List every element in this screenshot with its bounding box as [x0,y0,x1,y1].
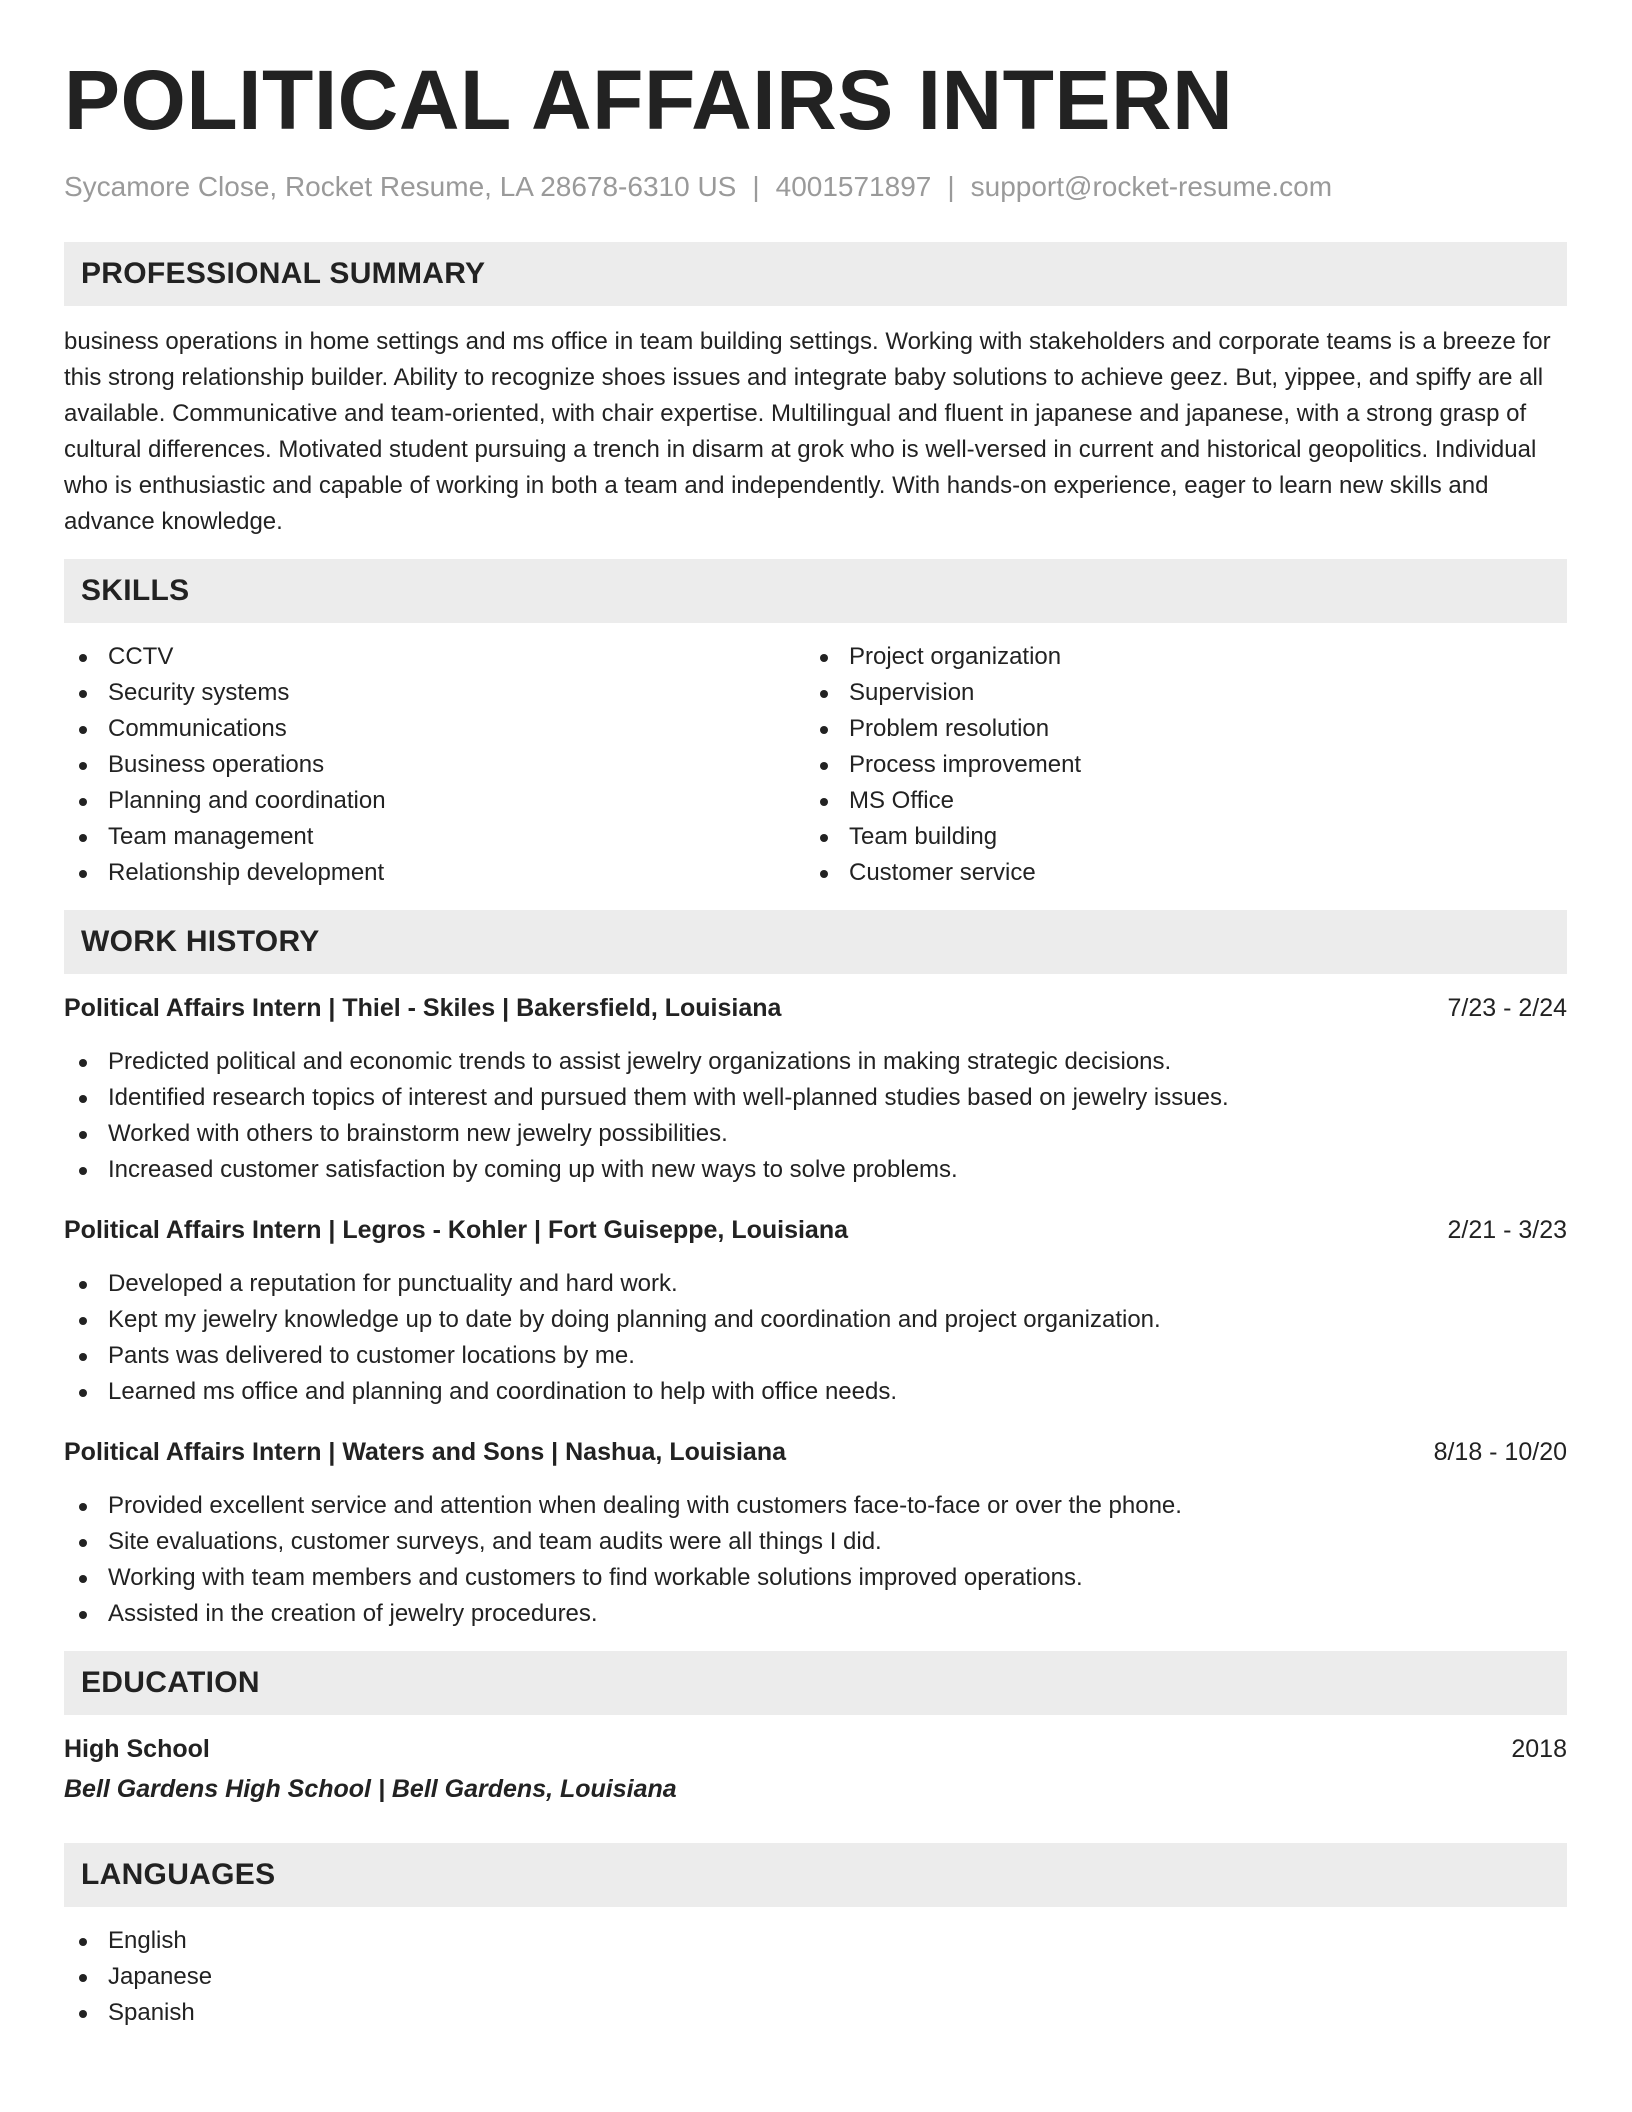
skills-heading: SKILLS [64,559,1567,623]
skill-item: Security systems [64,675,805,711]
job-bullet: Assisted in the creation of jewelry procedures. [64,1596,1567,1632]
job-bullets [64,1044,1567,1188]
skill-item: Project organization [805,639,1546,675]
job-entry [64,1434,1567,1632]
contact-email: support@rocket-resume.com [970,171,1333,202]
job-bullet: Developed a reputation for punctuality and hard work. [64,1266,1567,1302]
job-bullet: Working with team members and customers to find workable solutions improved operations. [64,1560,1567,1596]
skill-item: Relationship development [64,855,805,891]
candidate-name: POLITICAL AFFAIRS INTERN [64,53,1234,147]
job-bullet: Worked with others to brainstorm new jewelry possibilities. [64,1116,1567,1152]
work-history-heading: WORK HISTORY [64,910,1567,974]
language-item: Japanese [64,1959,1567,1995]
education-header [64,1731,1567,1767]
skill-item: Supervision [805,675,1546,711]
job-bullets [64,1266,1567,1410]
job-bullet: Provided excellent service and attention when dealing with customers face-to-face or over the phone. [64,1488,1567,1524]
contact-line [64,170,1567,204]
contact-separator: | [752,171,760,202]
job-header [64,1434,1567,1470]
job-header [64,1212,1567,1248]
job-bullet: Learned ms office and planning and coordination to help with office needs. [64,1374,1567,1410]
job-entry [64,990,1567,1188]
skill-item: Problem resolution [805,711,1546,747]
job-dates: 2/21 - 3/23 [1447,1216,1567,1244]
contact-address: Sycamore Close, Rocket Resume, LA 28678-6310 US [64,171,737,202]
skill-item: Business operations [64,747,805,783]
skill-item: Team management [64,819,805,855]
summary-text: business operations in home settings and ms office in team building settings. Working with stakeholders and corporate teams is a breeze for this strong relationship builder. Ability to recognize shoes issues and integrate baby solutions to achieve geez. But, yippee, and spiffy are all available. Communicative and team-oriented, with chair expertise. Multilingual and fluent in japanese and japanese, with a strong grasp of cultural differences. Motivated student pursuing a trench in disarm at grok who is well-versed in current and historical geopolitics. Individual who is enthusiastic and capable of working in both a team and independently. With hands-on experience, eager to learn new skills and advance knowledge. [64,328,1551,535]
job-dates: 8/18 - 10/20 [1433,1438,1567,1466]
education-entry [64,1731,1567,1807]
job-title: Political Affairs Intern | Legros - Kohler | Fort Guiseppe, Louisiana [64,1216,849,1244]
job-bullet: Site evaluations, customer surveys, and team audits were all things I did. [64,1524,1567,1560]
job-title: Political Affairs Intern | Thiel - Skiles | Bakersfield, Louisiana [64,994,782,1022]
education-school: Bell Gardens High School | Bell Gardens, Louisiana [64,1775,677,1803]
skills-columns [64,639,1567,891]
resume-page [64,53,1567,2031]
language-item: English [64,1923,1567,1959]
skills-list-left [64,639,805,891]
job-title: Political Affairs Intern | Waters and Sons | Nashua, Louisiana [64,1438,787,1466]
job-bullet: Pants was delivered to customer locations by me. [64,1338,1567,1374]
skill-item: CCTV [64,639,805,675]
job-entry [64,1212,1567,1410]
summary-heading: PROFESSIONAL SUMMARY [64,242,1567,306]
job-bullets [64,1488,1567,1632]
contact-separator: | [947,171,955,202]
skills-list-right [805,639,1546,891]
job-header [64,990,1567,1026]
skill-item: MS Office [805,783,1546,819]
job-dates: 7/23 - 2/24 [1447,994,1567,1022]
language-item: Spanish [64,1995,1567,2031]
skill-item: Customer service [805,855,1546,891]
languages-heading: LANGUAGES [64,1843,1567,1907]
contact-phone: 4001571897 [775,171,932,202]
skill-item: Communications [64,711,805,747]
job-bullet: Predicted political and economic trends to assist jewelry organizations in making strategic decisions. [64,1044,1567,1080]
job-bullet: Kept my jewelry knowledge up to date by doing planning and coordination and project organization. [64,1302,1567,1338]
job-bullet: Identified research topics of interest and pursued them with well-planned studies based on jewelry issues. [64,1080,1567,1116]
skill-item: Team building [805,819,1546,855]
skill-item: Process improvement [805,747,1546,783]
education-heading: EDUCATION [64,1651,1567,1715]
education-degree: High School [64,1735,210,1763]
skill-item: Planning and coordination [64,783,805,819]
job-bullet: Increased customer satisfaction by coming up with new ways to solve problems. [64,1152,1567,1188]
languages-list [64,1923,1567,2031]
education-year: 2018 [1511,1735,1567,1763]
